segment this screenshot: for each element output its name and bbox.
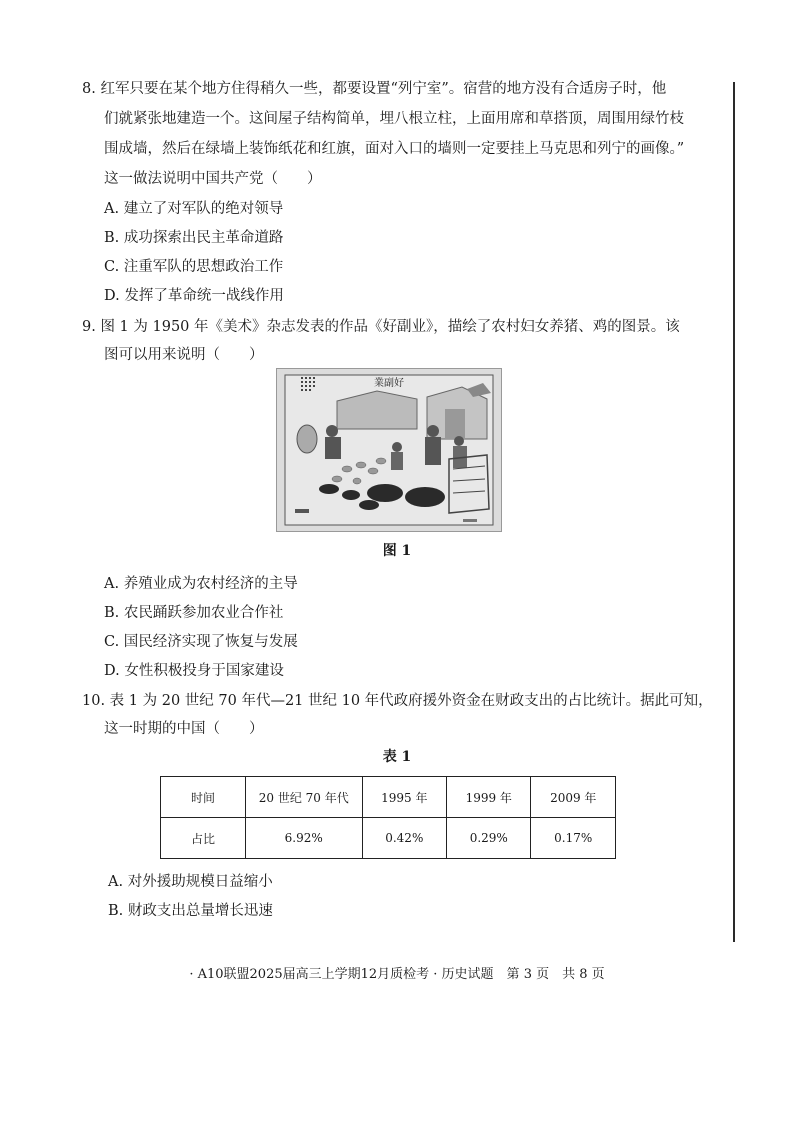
page-footer: · A10联盟2025届高三上学期12月质检考 · 历史试题 第 3 页 共 8 页 — [189, 967, 605, 982]
q8-option-d[interactable]: D. 发挥了革命统一战线作用 — [104, 288, 284, 304]
table-cell: 占比 — [161, 818, 246, 859]
figure-haofuye-illustration — [276, 368, 502, 532]
table-header-cell: 时间 — [161, 777, 246, 818]
q9-line-2: 图可以用来说明（ ） — [104, 347, 264, 363]
table-cell: 6.92% — [245, 818, 362, 859]
q9-option-b[interactable]: B. 农民踊跃参加农业合作社 — [104, 605, 284, 621]
page-margin-rule — [733, 82, 735, 942]
table-cell: 0.42% — [362, 818, 446, 859]
table-header-cell: 20 世纪 70 年代 — [245, 777, 362, 818]
q10-line-1: 10. 表 1 为 20 世纪 70 年代—21 世纪 10 年代政府援外资金在财政支出的占比统计。据此可知， — [82, 693, 713, 709]
figure-caption: 图 1 — [382, 543, 412, 559]
q8-line-3: 围成墙，然后在绿墙上装饰纸花和红旗，面对入口的墙则一定要挂上马克思和列宁的画像。” — [104, 141, 685, 157]
q9-option-a[interactable]: A. 养殖业成为农村经济的主导 — [104, 576, 298, 592]
q10-option-b[interactable]: B. 财政支出总量增长迅速 — [108, 903, 273, 919]
figure-title: 業副好 — [374, 378, 404, 389]
q9-line-1: 9. 图 1 为 1950 年《美术》杂志发表的作品《好副业》，描绘了农村妇女养猪、鸡的图景。该 — [82, 319, 680, 335]
q10-option-a[interactable]: A. 对外援助规模日益缩小 — [108, 874, 273, 890]
q8-option-b[interactable]: B. 成功探索出民主革命道路 — [104, 230, 284, 246]
table-cell: 0.17% — [531, 818, 616, 859]
table-row — [161, 818, 616, 859]
table-header-row — [161, 777, 616, 818]
q8-line-4: 这一做法说明中国共产党（ ） — [104, 171, 322, 187]
q8-line-1: 8. 红军只要在某个地方住得稍久一些，都要设置“列宁室”。宿营的地方没有合适房子时，他 — [82, 81, 667, 97]
q10-line-2: 这一时期的中国（ ） — [104, 721, 264, 737]
table-caption: 表 1 — [382, 749, 412, 765]
q9-option-c[interactable]: C. 国民经济实现了恢复与发展 — [104, 634, 298, 650]
q9-option-d[interactable]: D. 女性积极投身于国家建设 — [104, 663, 284, 679]
farm-scene-illustration — [277, 369, 501, 531]
table-cell: 0.29% — [447, 818, 531, 859]
table-header-cell: 2009 年 — [531, 777, 616, 818]
table-header-cell: 1995 年 — [362, 777, 446, 818]
aid-ratio-table — [160, 776, 616, 859]
q8-option-a[interactable]: A. 建立了对军队的绝对领导 — [104, 201, 284, 217]
table-header-cell: 1999 年 — [447, 777, 531, 818]
q8-option-c[interactable]: C. 注重军队的思想政治工作 — [104, 259, 284, 275]
q8-line-2: 们就紧张地建造一个。这间屋子结构简单，埋八根立柱，上面用席和草搭顶，周围用绿竹枝 — [104, 111, 684, 127]
